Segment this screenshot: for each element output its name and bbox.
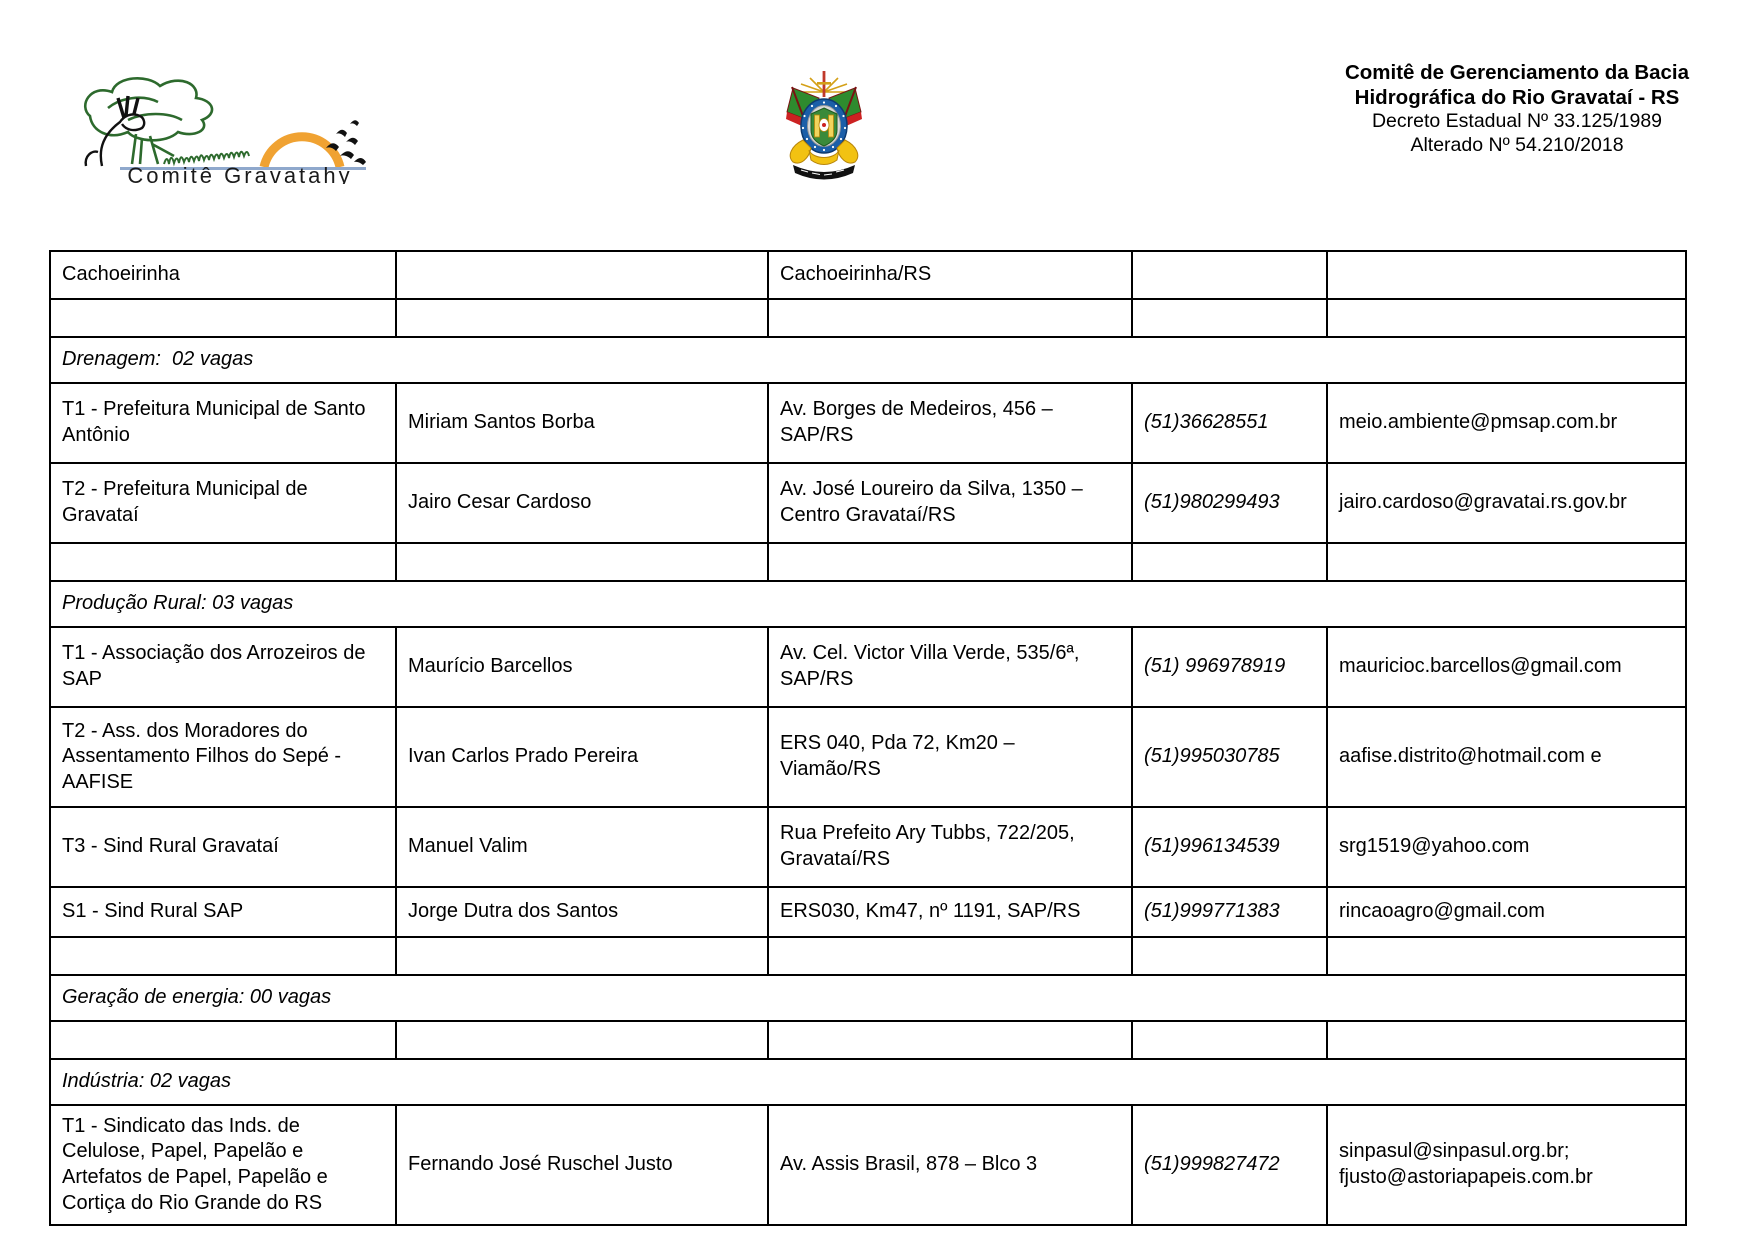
org-title-line2: Hidrográfica do Rio Gravataí - RS <box>1354 86 1680 109</box>
cell-email: aafise.distrito@hotmail.com e <box>1327 707 1686 807</box>
cell-address: Av. Cel. Victor Villa Verde, 535/6ª, SAP/RS <box>768 627 1132 707</box>
inner-shield <box>811 108 837 146</box>
cell-entity: S1 - Sind Rural SAP <box>50 887 396 937</box>
table-row <box>50 707 1686 807</box>
cell-empty <box>1327 299 1686 337</box>
table-row <box>50 251 1686 299</box>
cell-empty <box>768 543 1132 581</box>
cell-email: sinpasul@sinpasul.org.br; fjusto@astoriapapeis.com.br <box>1327 1105 1686 1225</box>
cell-empty <box>396 937 768 975</box>
org-amendment-line: Alterado Nº 54.210/2018 <box>1410 133 1624 156</box>
cell-empty <box>50 543 396 581</box>
table-row-empty <box>50 543 1686 581</box>
table-row-section <box>50 337 1686 383</box>
table-row <box>50 627 1686 707</box>
table-row-section <box>50 975 1686 1021</box>
cell-empty <box>768 299 1132 337</box>
cell-entity: Cachoeirinha <box>50 251 396 299</box>
cell-phone <box>1132 251 1327 299</box>
cell-phone: (51)996134539 <box>1132 807 1327 887</box>
cell-email: mauricioc.barcellos@gmail.com <box>1327 627 1686 707</box>
section-label-industria: Indústria: 02 vagas <box>50 1059 1686 1105</box>
cell-entity: T1 - Associação dos Arrozeiros de SAP <box>50 627 396 707</box>
cell-empty <box>396 543 768 581</box>
cell-entity: T1 - Prefeitura Municipal de Santo Antônio <box>50 383 396 463</box>
comite-gravatahy-logo-drawing <box>68 72 368 184</box>
cell-empty <box>50 1021 396 1059</box>
cell-entity: T2 - Prefeitura Municipal de Gravataí <box>50 463 396 543</box>
table-row <box>50 887 1686 937</box>
table-row-empty <box>50 1021 1686 1059</box>
cell-representative: Miriam Santos Borba <box>396 383 768 463</box>
cell-empty <box>1327 1021 1686 1059</box>
cell-representative: Jorge Dutra dos Santos <box>396 887 768 937</box>
cell-empty <box>1132 299 1327 337</box>
rs-coat-of-arms-drawing <box>778 68 870 182</box>
table-row-section <box>50 581 1686 627</box>
motto-ribbon <box>793 165 855 180</box>
cell-representative: Jairo Cesar Cardoso <box>396 463 768 543</box>
table-row-empty <box>50 937 1686 975</box>
table-row-empty <box>50 299 1686 337</box>
deer-icon <box>86 96 144 166</box>
cell-address: Rua Prefeito Ary Tubbs, 722/205, Gravataí/RS <box>768 807 1132 887</box>
org-title-line1: Comitê de Gerenciamento da Bacia <box>1344 61 1690 84</box>
table-row-section <box>50 1059 1686 1105</box>
cell-email: meio.ambiente@pmsap.com.br <box>1327 383 1686 463</box>
comite-gravatahy-logo <box>68 72 368 184</box>
cell-empty <box>768 937 1132 975</box>
cell-phone: (51)980299493 <box>1132 463 1327 543</box>
cell-address: ERS030, Km47, nº 1191, SAP/RS <box>768 887 1132 937</box>
cell-email: srg1519@yahoo.com <box>1327 807 1686 887</box>
cell-phone: (51)995030785 <box>1132 707 1327 807</box>
cell-phone: (51)36628551 <box>1132 383 1327 463</box>
cell-address: ERS 040, Pda 72, Km20 – Viamão/RS <box>768 707 1132 807</box>
cell-phone: (51)999827472 <box>1132 1105 1327 1225</box>
cell-empty <box>396 1021 768 1059</box>
cell-representative: Ivan Carlos Prado Pereira <box>396 707 768 807</box>
table-row <box>50 807 1686 887</box>
cell-entity: T2 - Ass. dos Moradores do Assentamento Filhos do Sepé - AAFISE <box>50 707 396 807</box>
cell-email: rincaoagro@gmail.com <box>1327 887 1686 937</box>
logo-caption: Comitê Gravatahy <box>127 163 353 184</box>
cell-empty <box>768 1021 1132 1059</box>
tree-icon <box>85 78 212 164</box>
cell-empty <box>1132 1021 1327 1059</box>
cell-empty <box>50 299 396 337</box>
cell-empty <box>1132 543 1327 581</box>
cell-address: Av. Borges de Medeiros, 456 – SAP/RS <box>768 383 1132 463</box>
table-row <box>50 463 1686 543</box>
org-title-block <box>1327 60 1707 158</box>
cell-representative: Maurício Barcellos <box>396 627 768 707</box>
cell-entity: T1 - Sindicato das Inds. de Celulose, Papel, Papelão e Artefatos de Papel, Papelão e Cortiça do Rio Grande do RS <box>50 1105 396 1225</box>
sword-icon <box>817 71 831 97</box>
cell-phone: (51) 996978919 <box>1132 627 1327 707</box>
cell-empty <box>1132 937 1327 975</box>
cell-empty <box>1327 937 1686 975</box>
cell-representative: Manuel Valim <box>396 807 768 887</box>
cell-entity: T3 - Sind Rural Gravataí <box>50 807 396 887</box>
cell-representative <box>396 251 768 299</box>
cell-empty <box>50 937 396 975</box>
table-row <box>50 1105 1686 1225</box>
section-label-drenagem: Drenagem: 02 vagas <box>50 337 1686 383</box>
cell-address: Av. José Loureiro da Silva, 1350 – Centro Gravataí/RS <box>768 463 1132 543</box>
cell-phone: (51)999771383 <box>1132 887 1327 937</box>
cell-email <box>1327 251 1686 299</box>
cell-address: Av. Assis Brasil, 878 – Blco 3 <box>768 1105 1132 1225</box>
section-label-geracao-energia: Geração de energia: 00 vagas <box>50 975 1686 1021</box>
cell-representative: Fernando José Ruschel Justo <box>396 1105 768 1225</box>
cell-empty <box>1327 543 1686 581</box>
section-label-producao-rural: Produção Rural: 03 vagas <box>50 581 1686 627</box>
cell-empty <box>396 299 768 337</box>
org-decree-line: Decreto Estadual Nº 33.125/1989 <box>1371 110 1663 132</box>
rs-coat-of-arms <box>778 68 870 182</box>
cell-email: jairo.cardoso@gravatai.rs.gov.br <box>1327 463 1686 543</box>
cell-address: Cachoeirinha/RS <box>768 251 1132 299</box>
table-row <box>50 383 1686 463</box>
members-table <box>49 250 1687 1226</box>
